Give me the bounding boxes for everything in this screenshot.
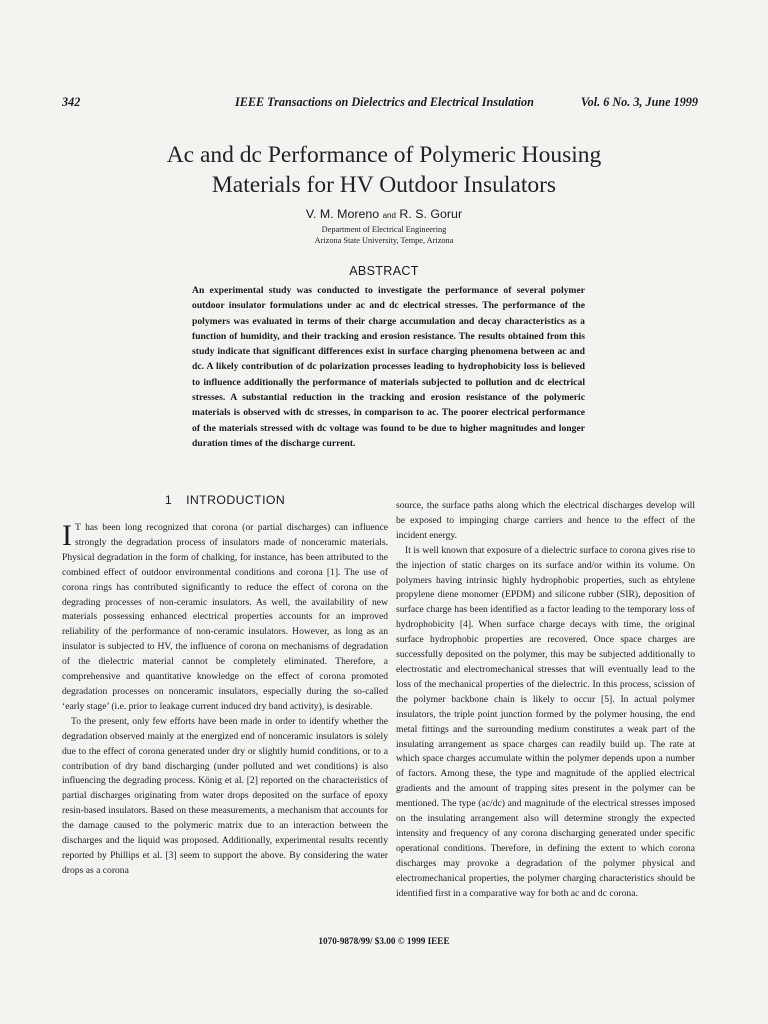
drop-cap: I — [62, 519, 72, 552]
title-line-1: Ac and dc Performance of Polymeric Housing — [166, 142, 602, 168]
page-number: 342 — [62, 95, 81, 109]
affiliation-university: Arizona State University, Tempe, Arizona — [314, 236, 454, 245]
volume-info: Vol. 6 No. 3, June 1999 — [580, 95, 698, 109]
copyright-footer: 1070-9878/99/ $3.00 © 1999 IEEE — [318, 936, 450, 946]
paragraph — [62, 521, 388, 715]
author-2: R. S. Gorur — [399, 207, 463, 221]
author-conjunction: and — [382, 211, 396, 220]
abstract-text: An experimental study was conducted to investigate the performance of several polymer outdoor insulator formulations under ac and dc electrical stresses. The performance of the polymers was evaluated in terms of their charge accumulation and decay characteristics as a function of humidity, and their tracking and erosion resistance. The results obtained from this study indicate that significant differences exist in surface charging phenomena between ac and dc. A likely contribution of dc polarization processes leading to hydrophobicity loss is believed to influence additionally the performance of materials subjected to pollution and dc electrical stresses. A substantial reduction in the tracking and erosion resistance of the polymeric materials is observed with dc stresses, in comparison to ac. The poorer electrical performance of the materials stressed with dc voltage was found to be due to higher magnitudes and longer duration times of the discharge current. — [192, 285, 585, 449]
paper-title — [0, 140, 768, 200]
section-number: 1 — [164, 493, 173, 507]
author-list — [0, 207, 768, 221]
section-title: INTRODUCTION — [186, 493, 286, 507]
section-heading — [60, 493, 390, 507]
right-column — [396, 499, 695, 901]
affiliation-department: Department of Electrical Engineering — [321, 225, 447, 234]
affiliation — [0, 224, 768, 246]
paragraph: source, the surface paths along which the electrical discharges develop will be exposed to impinging charge carriers and hence to the effect of the incident energy. — [396, 500, 695, 541]
author-1: V. M. Moreno — [305, 207, 380, 221]
running-header — [62, 95, 698, 111]
abstract-heading: ABSTRACT — [349, 264, 419, 278]
paragraph: It is well known that exposure of a dielectric surface to corona gives rise to the injection of static charges on its surface and/or within its volume. On polymers having intrinsic highly hydrophobic properties, such as ehtylene propylene diene monomer (EPDM) and silicone rubber (SIR), deposition of surface charge has been identified as a factor leading to the temporary loss of hydrophobicity [4]. When surface charge decays with time, the original surface hydrophobic properties are recovered. Once space charges are successfully deposited on the polymer, this may be subjected additionally to electrostatic and electromechanical stresses that will eventually lead to the loss of the mechanical properties of the dielectric. In this process, scission of the polymer backbone chain is likely to occur [5]. In actual polymer insulators, the triple point junction formed by the polymer housing, the end metal fittings and the surrounding medium constitutes a weak part of the insulating arrangement as space charges can readily build up. The rate at which space charges accumulate within the polymer depends upon a number of factors. Among these, the type and magnitude of the applied electrical gradients and the amount of trapping sites present in the polymer can be mentioned. The type (ac/dc) and magnitude of the electrical stresses imposed on the insulating arrangement also will determine strongly the expected intensity and frequency of any corona discharging generated under specific operational conditions. Therefore, in defining the extent to which corona discharges may provoke a degradation of the polymer physical and electromechanical properties, the polymer charging characteristics should be identified first in a comparative way for both ac and dc corona. — [396, 544, 695, 899]
paragraph: To the present, only few efforts have been made in order to identify whether the degradation observed mainly at the energized end of nonceramic insulators is solely due to the effect of corona generated under dry or slightly humid conditions, or to a contribution of dry band discharging (under polluted and wet conditions) is also influencing the degrading process. König et al. [2] reported on the characteristics of partial discharges originating from water drops deposited on the surface of epoxy resin-based insulators. Based on these measurements, a mechanism that accounts for the damage caused to the polymeric matrix due to an interaction between the discharges and the liquid was proposed. Additionally, experimental results recently reported by Phillips et al. [3] seem to support the above. By considering the water drops as a corona — [62, 715, 388, 876]
left-column — [62, 521, 388, 879]
journal-name: IEEE Transactions on Dielectrics and Electrical Insulation — [235, 95, 534, 109]
paragraph-text: T has been long recognized that corona (or partial discharges) can influence strongly the degradation process of insulators made of nonceramic materials. Physical degradation in the form of chalking, for instance, has been attributed to the combined effect of outdoor environmental conditions and corona [1]. The use of corona rings has contributed significantly to reduce the effect of corona on the degrading processes of non-ceramic insulators. As well, the availability of new materials possessing enhanced electrical properties accounts for an improved reliability of the performance of non-ceramic insulators. However, as long as an insulator is subjected to HV, the influence of corona on mechanisms of degradation of the dielectric material cannot be completely eliminated. Therefore, a comprehensive and quantitative knowledge on the effect of corona promoted degradation processes on nonceramic insulators, especially during the so-called ‘early stage’ (i.e. prior to leakage current induced dry band activity), is desirable. — [62, 522, 388, 712]
title-line-2: Materials for HV Outdoor Insulators — [211, 172, 557, 198]
